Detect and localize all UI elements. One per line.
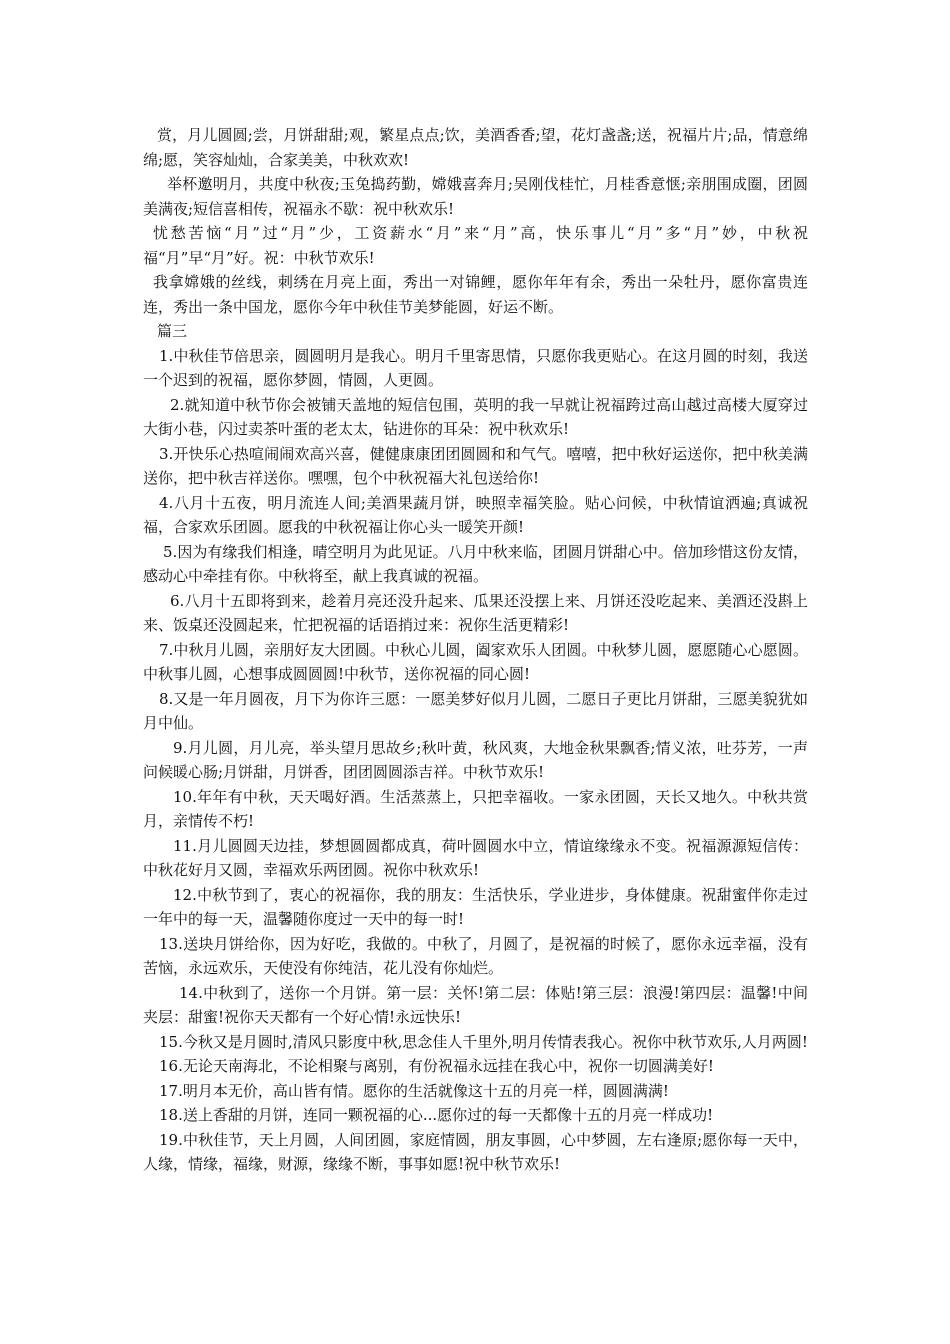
list-item: 10.年年有中秋，天天喝好酒。生活蒸蒸上，只把幸福收。一家永团圆，天长又地久。中秋共赏月，亲情传不朽! bbox=[143, 787, 808, 830]
list-item: 16.无论天南海北，不论相聚与离别，有份祝福永远挂在我心中，祝你一切圆满美好! bbox=[159, 1057, 714, 1075]
paragraph-2: 举杯邀明月，共度中秋夜;玉兔捣药勤，嫦娥喜奔月;吴刚伐桂忙，月桂香意惬;亲朋围成圈，团圆美满夜;短信喜相传，祝福永不歇：祝中秋欢乐! bbox=[143, 175, 808, 218]
list-item: 9.月儿圆，月儿亮，举头望月思故乡;秋叶黄，秋风爽，大地金秋果飘香;情义浓，吐芬芳，一声问候暖心肠;月饼甜，月饼香，团团圆圆添吉祥。中秋节欢乐! bbox=[143, 738, 808, 781]
document-body bbox=[143, 123, 808, 1177]
section-heading: 篇三 bbox=[157, 322, 188, 340]
list-item: 18.送上香甜的月饼，连同一颗祝福的心...愿你过的每一天都像十五的月亮一样成功! bbox=[159, 1106, 714, 1124]
paragraph-3: 忧愁苦恼“月”过“月”少，工资薪水“月”来“月”高，快乐事儿“月”多“月”妙，中秋祝福“月”早“月”好。祝：中秋节欢乐! bbox=[143, 224, 808, 267]
list-item: 19.中秋佳节，天上月圆，人间团圆，家庭情圆，朋友事圆，心中梦圆，左右逢原;愿你每一天中，人缘，情缘，福缘，财源，缘缘不断，事事如愿!祝中秋节欢乐! bbox=[143, 1130, 808, 1173]
list-item: 2.就知道中秋节你会被铺天盖地的短信包围，英明的我一早就让祝福跨过高山越过高楼大厦穿过大街小巷，闪过卖茶叶蛋的老太太，钻进你的耳朵：祝中秋欢乐! bbox=[143, 395, 808, 438]
list-item: 7.中秋月儿圆，亲朋好友大团圆。中秋心儿圆，阖家欢乐人团圆。中秋梦儿圆，愿愿随心心愿圆。中秋事儿圆，心想事成圆圆圆!中秋节，送你祝福的同心圆! bbox=[143, 640, 808, 683]
list-item: 17.明月本无价，高山皆有情。愿你的生活就像这十五的月亮一样，圆圆满满! bbox=[159, 1081, 669, 1100]
paragraph-4: 我拿嫦娥的丝线，刺绣在月亮上面，秀出一对锦鲤，愿你年年有余，秀出一朵牡丹，愿你富贵连连，秀出一条中国龙，愿你今年中秋佳节美梦能圆，好运不断。 bbox=[143, 273, 808, 316]
list-item: 5.因为有缘我们相逢，晴空明月为此见证。八月中秋来临，团圆月饼甜心中。倍加珍惜这份友情，感动心中牵挂有你。中秋将至，献上我真诚的祝福。 bbox=[143, 542, 808, 585]
list-item: 1.中秋佳节倍思亲，圆圆明月是我心。明月千里寄思情，只愿你我更贴心。在这月圆的时刻，我送一个迟到的祝福，愿你梦圆，情圆，人更圆。 bbox=[143, 346, 808, 389]
list-item: 8.又是一年月圆夜，月下为你许三愿：一愿美梦好似月儿圆，二愿日子更比月饼甜，三愿美貌犹如月中仙。 bbox=[143, 689, 808, 732]
list-item: 11.月儿圆圆天边挂，梦想圆圆都成真，荷叶圆圆水中立，情谊缘缘永不变。祝福源源短信传：中秋花好月又圆，幸福欢乐两团圆。祝你中秋欢乐! bbox=[143, 836, 808, 879]
paragraph-1: 赏，月儿圆圆;尝，月饼甜甜;观，繁星点点;饮，美酒香香;望，花灯盏盏;送，祝福片片;品，情意绵绵;愿，笑容灿灿，合家美美，中秋欢欢! bbox=[143, 126, 808, 169]
list-item: 15.今秋又是月圆时,清风只影度中秋,思念佳人千里外,明月传情表我心。祝你中秋节欢乐,人月两圆! bbox=[159, 1032, 808, 1051]
list-item: 3.开快乐心热喧闹闹欢高兴喜，健健康康团团圆圆和和气气。嘻嘻，把中秋好运送你，把中秋美满送你，把中秋吉祥送你。嘿嘿，包个中秋祝福大礼包送给你! bbox=[143, 444, 808, 487]
list-item: 14.中秋到了，送你一个月饼。第一层：关怀!第二层：体贴!第三层：浪漫!第四层：温馨!中间夹层：甜蜜!祝你天天都有一个好心情!永远快乐! bbox=[143, 983, 808, 1026]
list-item: 13.送块月饼给你，因为好吃，我做的。中秋了，月圆了，是祝福的时候了，愿你永远幸福，没有苦恼，永远欢乐，天使没有你纯洁，花儿没有你灿烂。 bbox=[143, 934, 808, 977]
list-item: 4.八月十五夜，明月流连人间;美酒果蔬月饼，映照幸福笑脸。贴心问候，中秋情谊洒遍;真诚祝福，合家欢乐团圆。愿我的中秋祝福让你心头一暖笑开颜! bbox=[143, 493, 808, 536]
list-item: 6.八月十五即将到来，趁着月亮还没升起来、瓜果还没摆上来、月饼还没吃起来、美酒还没斟上来、饭桌还没圆起来，忙把祝福的话语捎过来：祝你生活更精彩! bbox=[143, 591, 808, 634]
list-item: 12.中秋节到了，衷心的祝福你，我的朋友：生活快乐，学业进步，身体健康。祝甜蜜伴你走过一年中的每一天，温馨随你度过一天中的每一时! bbox=[143, 885, 808, 928]
